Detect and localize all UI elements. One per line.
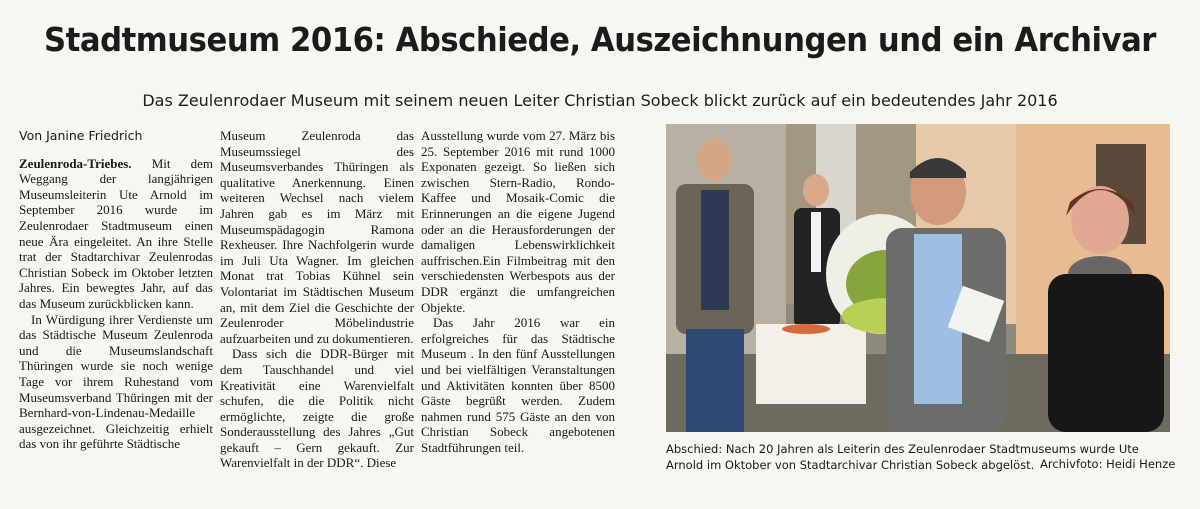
- text-column-2: [220, 128, 414, 471]
- subheadline: Das Zeulenrodaer Museum mit seinem neuen Leiter Christian Sobeck blickt zurück auf ein bedeutendes Jahr 2016: [142, 91, 1058, 110]
- paragraph: Das Jahr 2016 war ein erfolgreiches für das Städtische Museum . In den fünf Ausstellungen und bei vielfältigen Veranstaltungen und Aktivitäten konnten über 8500 Gäste begrüßt werden. Zudem nahmen rund 575 Gäste an den von Christian Sobeck angebotenen Stadtführungen teil.: [421, 315, 615, 455]
- text-column-1: [19, 128, 213, 452]
- photo-credit: Archivfoto: Heidi Henze: [1040, 457, 1176, 471]
- paragraph-text: Mit dem Weggang der langjährigen Museumsleiterin Ute Arnold im September 2016 wurde im Zeulenrodaer Stadtmuseum einen neue Ära eingeleitet. An ihre Stelle trat der Stadtarchivar Zeulenrodas Christian Sobeck im Oktober letzten Jahres. Ein bewegtes Jahr, auf das das Museum zurückblicken kann.: [19, 155, 213, 311]
- article-photo: [666, 124, 1170, 432]
- paragraph: [19, 156, 213, 312]
- dateline-place: Zeulenroda-Triebes.: [19, 155, 132, 171]
- paragraph: Ausstellung wurde vom 27. März bis 25. September 2016 mit rund 1000 Exponaten gezeigt. So ließen sich zwischen Stern-Radio, Rondo-Kaffee und Mosaik-Comic die Erinnerungen an die eigene Jugend oder an die Herausforderungen der damaligen Lebenswirklichkeit auffrischen.Ein Filmbeitrag mit den verschiedensten Werbespots aus der DDR ergänzt die umfangreichen Objekte.: [421, 128, 615, 315]
- paragraph: Museum Zeulenroda das Museumssiegel des Museumsverbandes Thüringen als qualitative Anerkennung. Einen weiteren Wechsel nach vielem Jahren gab es im März mit Museumspädagogin Ramona Rexheuser. Ihre Nachfolgerin wurde im Juli Uta Wagner. Im gleichen Monat trat Tobias Kühnel sein Volontariat im Städtischen Museum an, mit dem Ziel die Geschichte der Zeulenroder Möbelindustrie aufzuarbeiten und zu dokumentieren.: [220, 128, 414, 346]
- paragraph: Dass sich die DDR-Bürger mit dem Tauschhandel und viel Kreativität eine Warenvielfalt schufen, die die Politik nicht ermöglichte, zeigte die große Sonderausstellung des Jahres „Gut gekauft – Gern gekauft. Zur Warenvielfalt in der DDR“. Diese: [220, 346, 414, 471]
- byline: Von Janine Friedrich: [19, 128, 143, 143]
- photo-caption: Abschied: Nach 20 Jahren als Leiterin des Zeulenrodaer Stadtmuseums wurde Ute Arnold im Oktober von Stadtarchivar Christian Sobeck abgelöst.: [666, 442, 1139, 472]
- text-column-3: [421, 128, 615, 455]
- paragraph: In Würdigung ihrer Verdienste um das Städtische Museum Zeulenroda und die Museumslandschaft Thüringen wurde sie noch wenige Tage vor ihrem Ruhestand vom Museumsverband Thüringen mit der Bernhard-von-Lindenau-Medaille ausgezeichnet. Gleichzeitig erhielt das von ihr geführte Städtische: [19, 311, 213, 452]
- headline: Stadtmuseum 2016: Abschiede, Auszeichnungen und ein Archivar: [43, 20, 1156, 59]
